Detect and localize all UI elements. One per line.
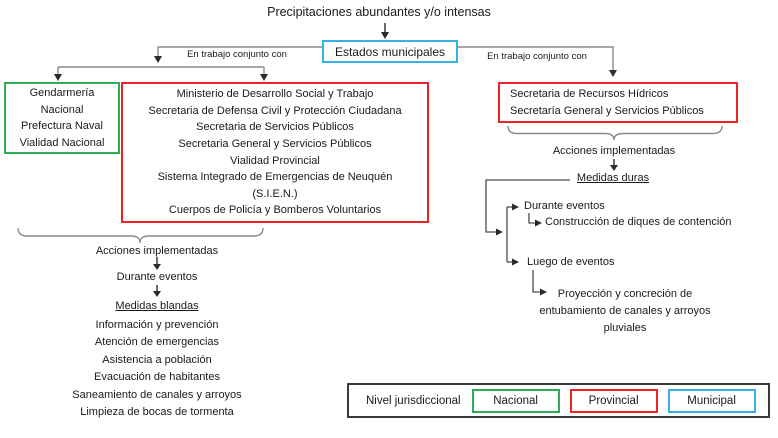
left-medidas-blandas-heading: Medidas blandas [115,300,199,312]
node-estados-municipales [322,40,458,63]
list-item: Limpieza de bocas de tormenta [80,406,234,419]
legend-chip-municipal [668,389,756,413]
list-item: Información y prevención [95,319,219,331]
node-line: Prefectura Naval [21,120,103,132]
legend-chip-label: Provincial [588,394,639,407]
node-line: Ministerio de Desarrollo Social y Trabajo [176,88,374,101]
list-item: Atención de emergencias [94,336,220,349]
list-item: Evacuación de habitantes [94,371,220,384]
list-item: Saneamiento de canales y arroyos [72,388,242,401]
right-luego-action [524,286,726,337]
right-medidas-duras-heading: Medidas duras [576,172,650,184]
action-line: Proyección y concreción de [557,288,693,300]
medidas-blandas-list [7,317,307,421]
node-line: Secretaría General y Servicios Públicos [510,104,704,117]
legend-chip-provincial [570,389,658,413]
node-line: Vialidad Nacional [19,136,105,149]
node-line: Secretaria General y Servicios Públicos [178,137,372,150]
action-line: entubamiento de canales y arroyos [539,305,711,317]
right-durante-action: Construcción de diques de contención [545,216,732,228]
node-provincial-agencies [121,82,429,223]
node-line: Secretaria de Defensa Civil y Protección Ciudadana [148,104,402,117]
legend [347,383,770,418]
legend-chip-label: Nacional [493,394,538,407]
legend-title: Nivel jurisdiccional [366,394,461,407]
legend-chip-nacional [472,389,560,413]
node-line: Sistema Integrado de Emergencias de Neuquén [157,171,393,184]
diagram-title: Precipitaciones abundantes y/o intensas [267,5,491,19]
right-durante-label: Durante eventos [524,200,605,212]
node-line: Secretaria de Servicios Públicos [196,121,354,134]
list-item: Asistencia a población [102,353,212,366]
node-line: (S.I.E.N.) [252,187,298,200]
node-line: Gendarmería [29,87,95,99]
node-provincial-water-agencies [498,82,738,123]
left-acciones-label: Acciones implementadas [95,245,219,257]
node-line: Nacional [40,103,84,116]
edge-label-left: En trabajo conjunto con [187,49,287,60]
node-national-agencies [4,82,120,154]
node-line: Cuerpos de Policía y Bomberos Voluntarios [168,204,382,217]
legend-chip-label: Municipal [687,394,736,407]
node-estados-municipales-label: Estados municipales [334,44,446,59]
node-line: Vialidad Provincial [230,154,320,167]
edge-label-right: En trabajo conjunto con [487,51,587,62]
node-line: Secretaria de Recursos Hídricos [510,87,669,100]
action-line: pluviales [603,322,647,334]
right-acciones-label: Acciones implementadas [552,145,676,157]
right-luego-label: Luego de eventos [527,256,615,268]
left-durante-label: Durante eventos [116,271,198,283]
